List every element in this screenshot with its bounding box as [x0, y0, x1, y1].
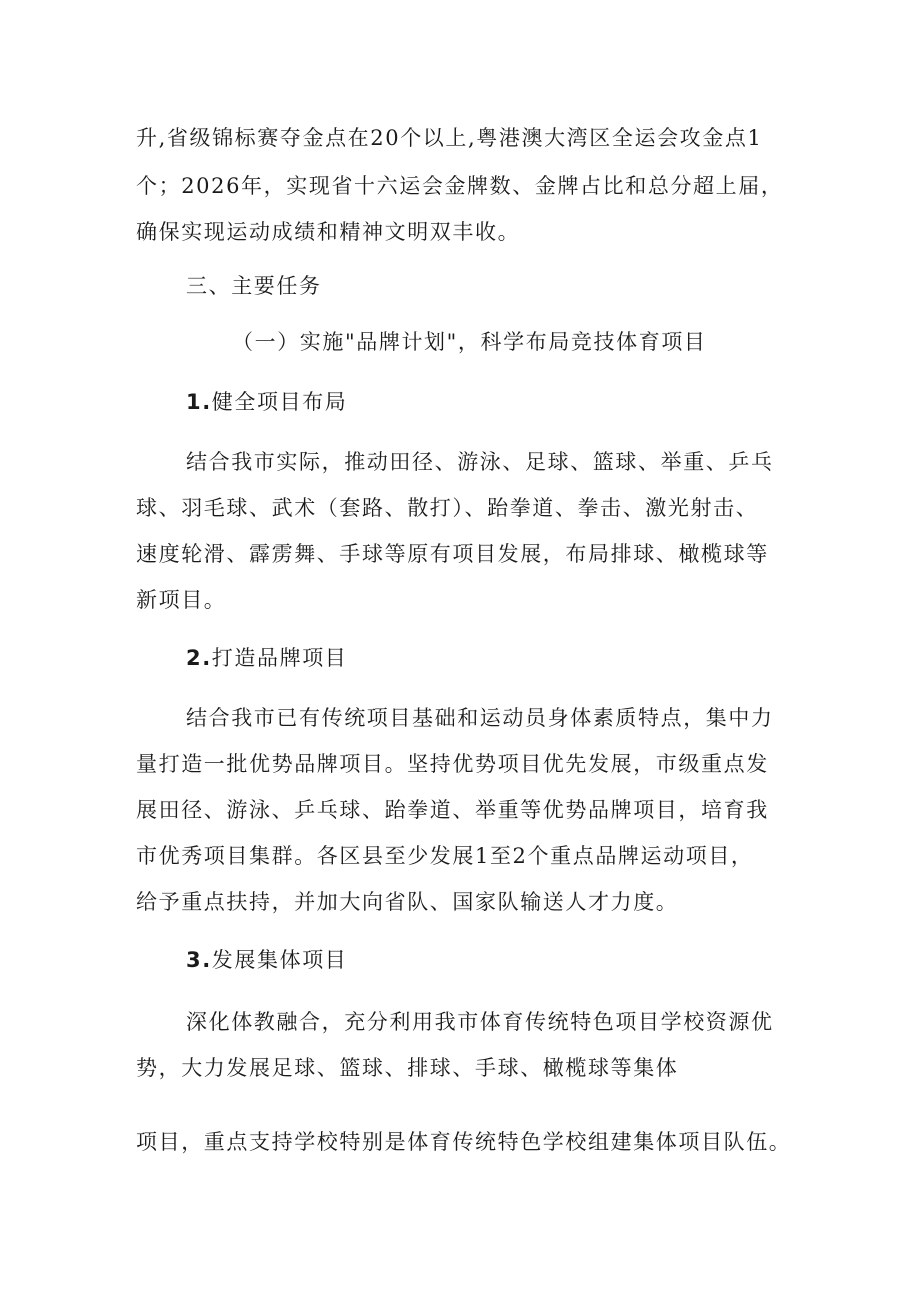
item-title: 发展集体项目	[211, 948, 348, 972]
paragraph-line: 市优秀项目集群。各区县至少发展1至2个重点品牌运动项目，	[136, 844, 754, 868]
paragraph-line: 给予重点扶持，并加大向省队、国家队输送人才力度。	[136, 890, 679, 914]
subsection-heading: （一）实施"品牌计划"，科学布局竞技体育项目	[232, 330, 707, 354]
paragraph-line: 项目，重点支持学校特别是体育传统特色学校组建集体项目队伍。	[136, 1130, 792, 1154]
paragraph-line: 个；2026年，实现省十六运会金牌数、金牌占比和总分超上届，	[136, 174, 784, 198]
section-heading: 三、主要任务	[186, 274, 322, 298]
paragraph-line: 展田径、游泳、乒乓球、跆拳道、举重等优势品牌项目，培育我	[136, 798, 769, 822]
item-number: 2.	[186, 646, 212, 670]
paragraph-line: 确保实现运动成绩和精神文明双丰收。	[136, 220, 521, 244]
item-number: 3.	[186, 948, 212, 972]
paragraph-line: 深化体教融合，充分利用我市体育传统特色项目学校资源优	[186, 1010, 774, 1034]
paragraph-line: 新项目。	[136, 588, 227, 612]
paragraph-line: 结合我市实际，推动田径、游泳、足球、篮球、举重、乒乓	[186, 450, 774, 474]
paragraph-line: 球、羽毛球、武术（套路、散打）、跆拳道、拳击、激光射击、	[136, 496, 759, 520]
paragraph-line: 结合我市已有传统项目基础和运动员身体素质特点，集中力	[186, 706, 774, 730]
paragraph-line: 升,省级锦标赛夺金点在20个以上,粤港澳大湾区全运会攻金点1	[136, 126, 763, 150]
item-title: 健全项目布局	[211, 390, 348, 414]
item-title: 打造品牌项目	[211, 646, 348, 670]
paragraph-line: 势，大力发展足球、篮球、排球、手球、橄榄球等集体	[136, 1056, 679, 1080]
item-heading-3	[186, 946, 846, 974]
paragraph-line: 速度轮滑、霹雳舞、手球等原有项目发展，布局排球、橄榄球等	[136, 542, 769, 566]
paragraph-line: 量打造一批优势品牌项目。坚持优势项目优先发展，市级重点发	[136, 752, 769, 776]
item-heading-1	[186, 388, 846, 416]
item-number: 1.	[186, 390, 212, 414]
item-heading-2	[186, 644, 846, 672]
